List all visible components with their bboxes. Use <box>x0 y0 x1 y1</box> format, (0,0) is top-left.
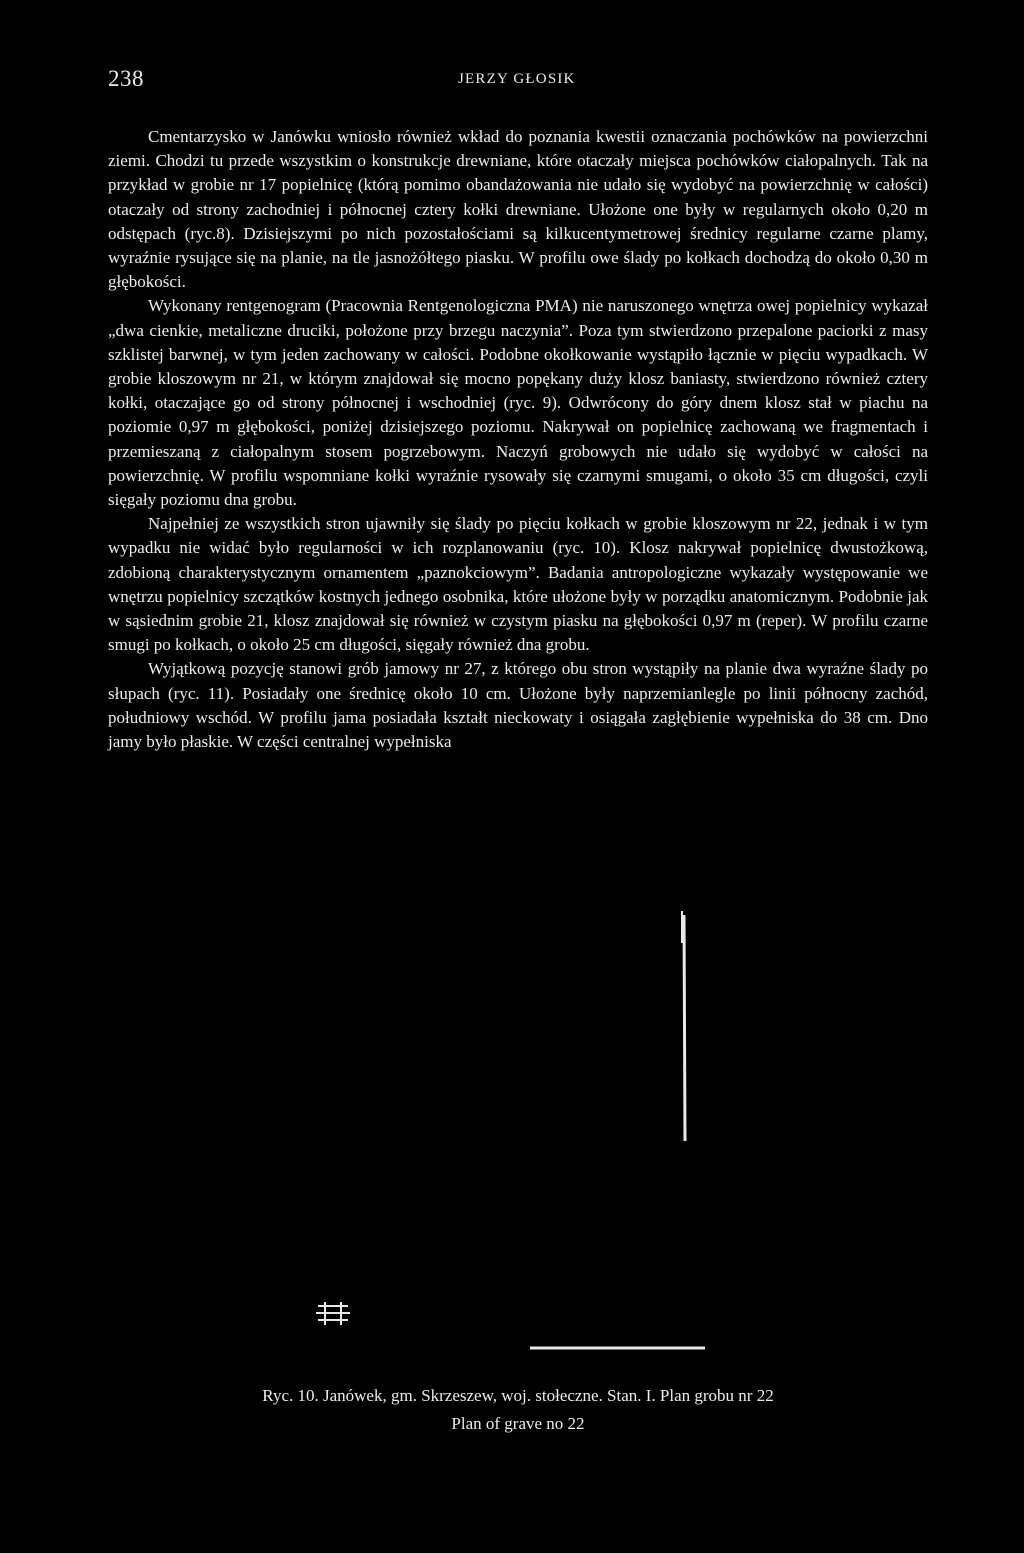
paragraph: Wykonany rentgenogram (Pracownia Rentgenologiczna PMA) nie naruszonego wnętrza owej popielnicy wykazał „dwa cienkie, metaliczne druciki, położone przy brzegu naczynia”. Poza tym stwierdzono przepalone paciorki z masy szklistej barwnej, w tym jeden zachowany w całości. Podobne okołkowanie wystąpiło łącznie w pięciu wypadkach. W grobie kloszowym nr 21, w którym znajdował się mocno popękany duży klosz baniasty, stwierdzono również cztery kołki, otaczające go od strony północnej i wschodniej (ryc. 9). Odwrócony do góry dnem klosz stał w piachu na poziomie 0,97 m głębokości, poniżej dzisiejszego poziomu. Nakrywał on popielnicę zachowaną we fragmentach i przemieszaną z ciałopalnym stosem pogrzebowym. Naczyń grobowych nie udało się wydobyć w całości na powierzchnię. W profilu wspomniane kołki wyraźnie rysowały się czarnymi smugami, o około 35 cm długości, czyli sięgały poziomu dna grobu. <box>108 296 928 510</box>
caption-polish: Ryc. 10. Janówek, gm. Skrzeszew, woj. stołeczne. Stan. I. Plan grobu nr 22 <box>262 1386 774 1405</box>
reper-line <box>684 915 685 1141</box>
running-head: JERZY GŁOSIK <box>458 71 576 87</box>
paragraph: Najpełniej ze wszystkich stron ujawniły się ślady po pięciu kołkach w grobie kloszowym nr 22, jednak i w tym wypadku nie widać było regularności w ich rozplanowaniu (ryc. 10). Klosz nakrywał popielnicę dwustożkową, zdobioną charakterystycznym ornamentem „paznokciowym”. Badania antropologiczne wykazały występowanie we wnętrzu popielnicy szczątków kostnych jednego osobnika, które ułożone były w porządku anatomicznym. Podobnie jak w sąsiednim grobie 21, klosz znajdował się również w czystym piasku na głębokości 0,97 m (reper). W profilu czarne smugi po kołkach, o około 25 cm długości, sięgały również dna grobu. <box>108 514 928 655</box>
scale-symbol <box>316 1302 350 1325</box>
grave-plan-figure <box>0 905 1024 1365</box>
article-body <box>108 125 928 754</box>
figure-caption <box>108 1382 928 1438</box>
page-number: 238 <box>108 66 144 91</box>
caption-english: Plan of grave no 22 <box>451 1414 585 1433</box>
page-header <box>108 66 928 100</box>
paragraph: Wyjątkową pozycję stanowi grób jamowy nr 27, z którego obu stron wystąpiły na planie dwa wyraźne ślady po słupach (ryc. 11). Posiadały one średnicę około 10 cm. Ułożone były naprzemianlegle po linii północny zachód, południowy wschód. W profilu jama posiadała kształt nieckowaty i osiągała zagłębienie wypełniska do 38 cm. Dno jamy było płaskie. W części centralnej wypełniska <box>108 659 928 752</box>
paragraph: Cmentarzysko w Janówku wniosło również wkład do poznania kwestii oznaczania pochówków na powierzchni ziemi. Chodzi tu przede wszystkim o konstrukcje drewniane, które otaczały miejsca pochówków ciałopalnych. Tak na przykład w grobie nr 17 popielnicę (którą pomimo obandażowania nie udało się wydobyć na powierzchnię w całości) otaczały od strony zachodniej i północnej cztery kołki drewniane. Ułożone one były w regularnych około 0,20 m odstępach (ryc.8). Dzisiejszymi po nich pozostałościami są kilkucentymetrowej średnicy regularne czarne plamy, wyraźnie rysujące się na planie, na tle jasnożółtego piasku. W profilu owe ślady po kołkach dochodzą do około 0,30 m głębokości. <box>108 127 928 292</box>
